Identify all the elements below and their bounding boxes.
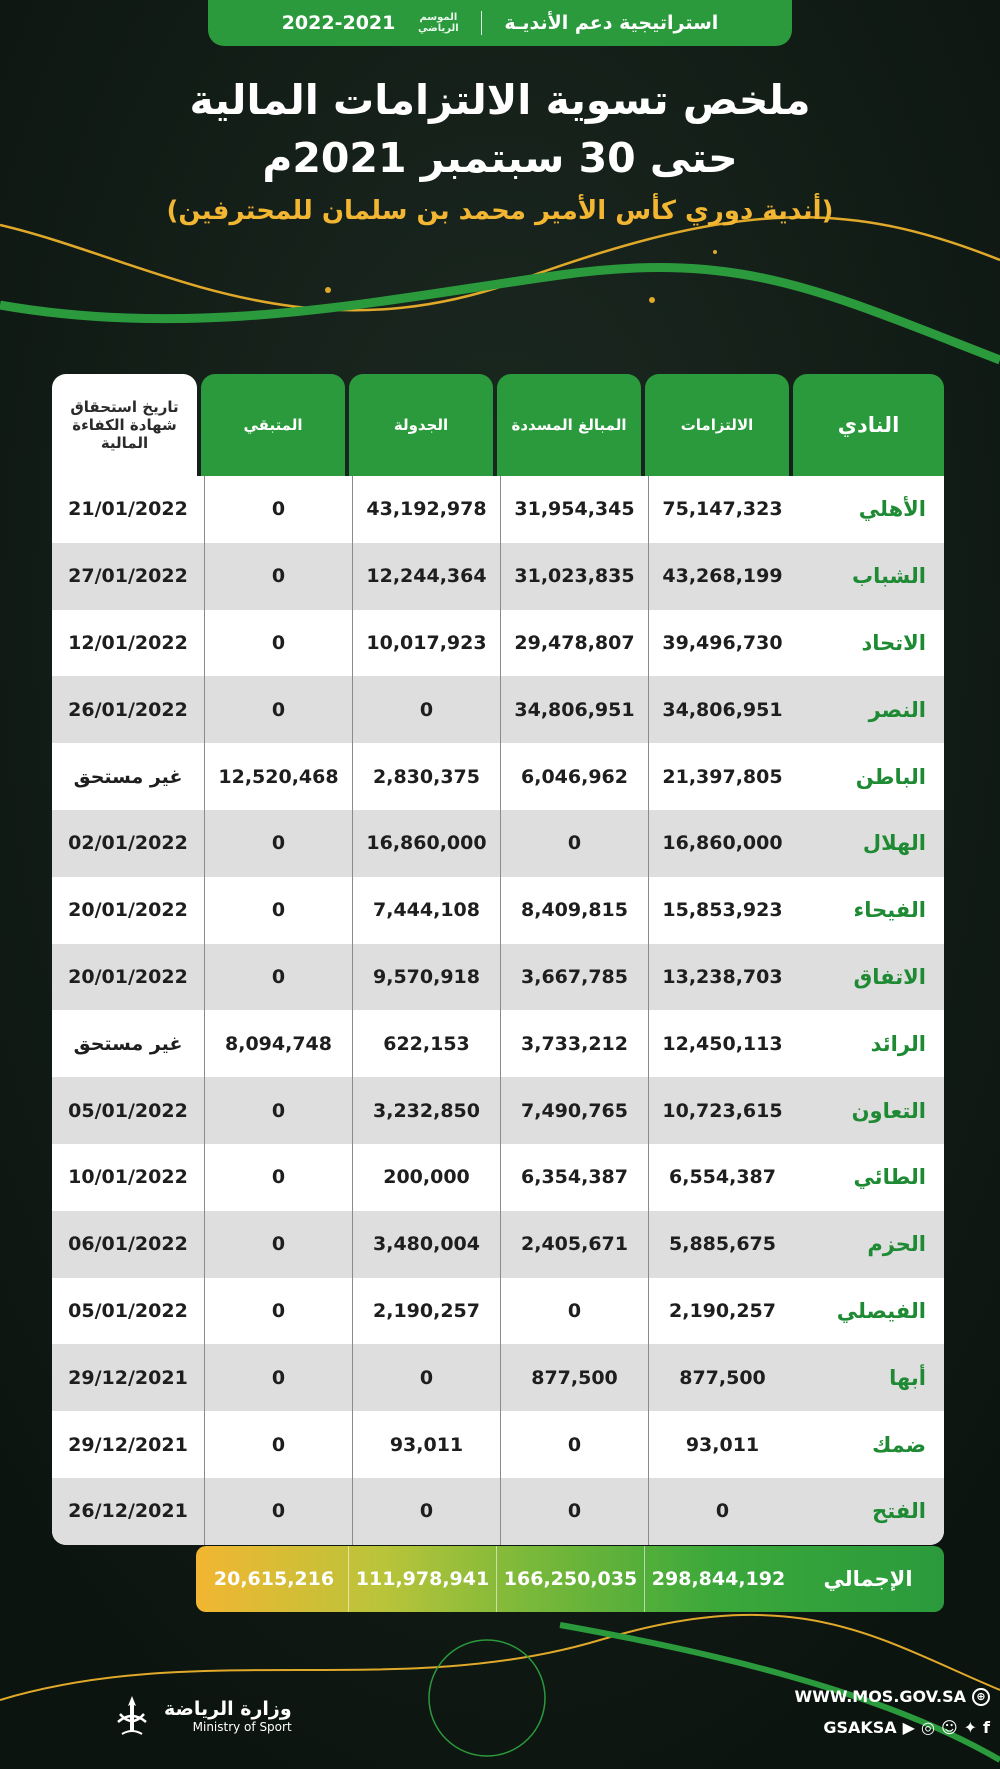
remaining-cell: 0 [204,543,352,610]
header-pill [208,0,792,46]
certificate-date-cell: 12/01/2022 [68,631,188,654]
remaining-cell: 0 [204,676,352,743]
remaining-cell: 0 [204,1278,352,1345]
remaining-cell: 0 [204,877,352,944]
header-obligations: الالتزامات [645,374,789,476]
paid-cell: 0 [500,1278,648,1345]
table-row [52,1144,944,1211]
strategy-label: استراتيجية دعم الأنديـة [504,12,719,34]
header-scheduled: الجدولة [349,374,493,476]
instagram-icon[interactable]: ◎ [920,1717,935,1737]
table-row [52,810,944,877]
obligations-cell: 16,860,000 [648,810,796,877]
paid-cell: 6,046,962 [500,743,648,810]
header-paid: المبالغ المسددة [497,374,641,476]
scheduled-cell: 0 [352,1478,500,1545]
table-row [52,877,944,944]
obligations-cell: 6,554,387 [648,1144,796,1211]
club-name: الفتح [872,1499,926,1524]
paid-cell: 6,354,387 [500,1144,648,1211]
table-row [52,1478,944,1545]
scheduled-cell: 0 [352,1344,500,1411]
obligations-cell: 2,190,257 [648,1278,796,1345]
obligations-cell: 39,496,730 [648,610,796,677]
snapchat-icon[interactable]: ☺ [940,1717,958,1737]
club-name: الطائي [853,1165,926,1190]
certificate-date-cell: 06/01/2022 [68,1233,188,1256]
ministry-name-arabic: وزارة الرياضة [164,1698,292,1720]
club-name: الاتحاد [861,630,926,655]
table-row [52,543,944,610]
club-name: التعاون [851,1098,926,1123]
scheduled-cell: 622,153 [352,1010,500,1077]
obligations-cell: 43,268,199 [648,543,796,610]
scheduled-cell: 2,190,257 [352,1278,500,1345]
obligations-cell: 93,011 [648,1411,796,1478]
remaining-cell: 0 [204,1144,352,1211]
club-name: الرائد [870,1031,926,1056]
page-title: ملخص تسوية الالتزامات المالية [189,76,811,124]
certificate-date-cell: 05/01/2022 [68,1099,188,1122]
table-row [52,476,944,543]
scheduled-cell: 0 [352,676,500,743]
scheduled-cell: 7,444,108 [352,877,500,944]
paid-cell: 7,490,765 [500,1077,648,1144]
remaining-cell: 8,094,748 [204,1010,352,1077]
total-row [196,1546,944,1612]
ministry-logo [110,1692,292,1740]
paid-cell: 877,500 [500,1344,648,1411]
certificate-date-cell: 02/01/2022 [68,832,188,855]
obligations-cell: 10,723,615 [648,1077,796,1144]
club-name: الفيحاء [853,898,926,923]
table-row [52,1278,944,1345]
club-name: أبها [889,1365,926,1390]
remaining-cell: 0 [204,810,352,877]
certificate-date-cell: غير مستحق [73,1032,183,1055]
club-name: ضمك [872,1432,926,1457]
obligations-cell: 12,450,113 [648,1010,796,1077]
paid-cell: 0 [500,1411,648,1478]
certificate-date-cell: 26/12/2021 [68,1500,188,1523]
header-remaining: المتبقي [201,374,345,476]
paid-cell: 8,409,815 [500,877,648,944]
paid-cell: 29,478,807 [500,610,648,677]
club-name: الهلال [862,831,926,856]
social-handle: GSAKSA [823,1718,897,1737]
paid-cell: 31,954,345 [500,476,648,543]
table-row [52,1077,944,1144]
obligations-cell: 13,238,703 [648,944,796,1011]
scheduled-cell: 43,192,978 [352,476,500,543]
table-row [52,676,944,743]
page-subtitle: (أندية دوري كأس الأمير محمد بن سلمان للمحترفين) [166,196,834,226]
scheduled-cell: 3,232,850 [352,1077,500,1144]
paid-cell: 2,405,671 [500,1211,648,1278]
certificate-date-cell: 27/01/2022 [68,565,188,588]
ministry-name-english: Ministry of Sport [192,1720,292,1734]
table-row [52,743,944,810]
contact-info [680,1687,990,1737]
club-name: الباطن [855,764,926,789]
ministry-emblem-icon [110,1692,154,1740]
settlement-table [52,476,944,1545]
obligations-cell: 877,500 [648,1344,796,1411]
certificate-date-cell: 29/12/2021 [68,1433,188,1456]
remaining-cell: 0 [204,476,352,543]
club-name: الحزم [867,1232,926,1257]
scheduled-cell: 2,830,375 [352,743,500,810]
certificate-date-cell: 20/01/2022 [68,965,188,988]
page-title-date: حتى 30 سبتمبر 2021م [262,134,738,182]
table-row [52,1411,944,1478]
paid-cell: 34,806,951 [500,676,648,743]
header-divider [481,11,482,35]
remaining-cell: 0 [204,1411,352,1478]
scheduled-cell: 93,011 [352,1411,500,1478]
youtube-icon[interactable]: ▶ [902,1717,915,1737]
paid-cell: 3,733,212 [500,1010,648,1077]
table-row [52,1344,944,1411]
remaining-cell: 0 [204,1211,352,1278]
twitter-icon[interactable]: ✦ [963,1717,978,1737]
header-certificate-date: تاريخ استحقاق شهادة الكفاءة المالية [52,374,197,476]
obligations-cell: 15,853,923 [648,877,796,944]
remaining-cell: 0 [204,610,352,677]
season-value: 2022-2021 [281,12,396,34]
paid-cell: 3,667,785 [500,944,648,1011]
scheduled-cell: 9,570,918 [352,944,500,1011]
obligations-cell: 34,806,951 [648,676,796,743]
obligations-cell: 75,147,323 [648,476,796,543]
club-name: الاتفاق [853,964,926,989]
total-scheduled: 111,978,941 [348,1546,496,1612]
obligations-cell: 5,885,675 [648,1211,796,1278]
scheduled-cell: 3,480,004 [352,1211,500,1278]
remaining-cell: 0 [204,1478,352,1545]
club-name: الأهلي [858,497,926,522]
scheduled-cell: 16,860,000 [352,810,500,877]
table-row [52,1010,944,1077]
scheduled-cell: 12,244,364 [352,543,500,610]
club-name: الشباب [851,564,926,589]
remaining-cell: 0 [204,1077,352,1144]
total-label: الإجمالي [823,1567,913,1591]
total-obligations: 298,844,192 [644,1546,792,1612]
header-club: النادي [793,374,944,476]
certificate-date-cell: 10/01/2022 [68,1166,188,1189]
table-row [52,944,944,1011]
remaining-cell: 0 [204,1344,352,1411]
certificate-date-cell: 05/01/2022 [68,1299,188,1322]
club-name: النصر [868,697,926,722]
certificate-date-cell: 26/01/2022 [68,698,188,721]
club-name: الفيصلي [836,1298,926,1323]
remaining-cell: 0 [204,944,352,1011]
paid-cell: 0 [500,810,648,877]
globe-icon: ⊕ [972,1688,990,1706]
scheduled-cell: 200,000 [352,1144,500,1211]
scheduled-cell: 10,017,923 [352,610,500,677]
season-label: الموسم الرياضي [418,12,459,34]
total-remaining: 20,615,216 [213,1568,335,1590]
certificate-date-cell: 21/01/2022 [68,498,188,521]
obligations-cell: 0 [648,1478,796,1545]
paid-cell: 0 [500,1478,648,1545]
website-link[interactable]: WWW.MOS.GOV.SA [794,1687,966,1706]
total-paid: 166,250,035 [496,1546,644,1612]
paid-cell: 31,023,835 [500,543,648,610]
table-row [52,1211,944,1278]
obligations-cell: 21,397,805 [648,743,796,810]
certificate-date-cell: 20/01/2022 [68,899,188,922]
facebook-icon[interactable]: f [983,1717,990,1737]
remaining-cell: 12,520,468 [204,743,352,810]
certificate-date-cell: 29/12/2021 [68,1366,188,1389]
table-row [52,610,944,677]
certificate-date-cell: غير مستحق [73,765,183,788]
